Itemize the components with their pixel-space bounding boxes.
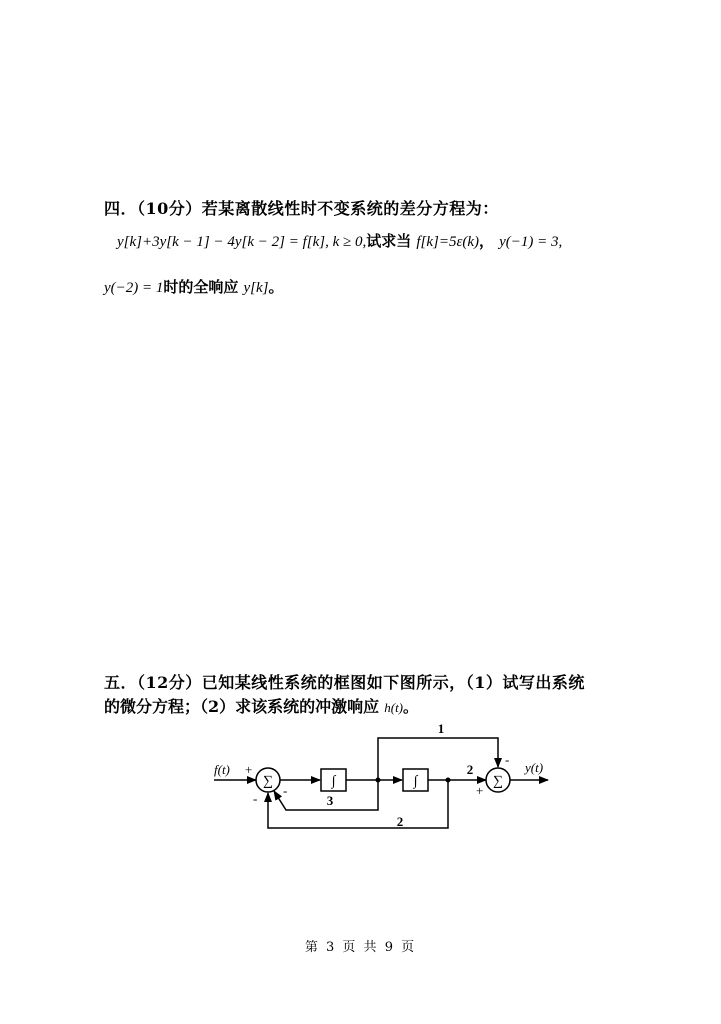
junction-node-1 <box>376 778 381 783</box>
q4-ask-suffix: 时的全响应 <box>163 278 239 296</box>
integrator-1-symbol: ∫ <box>331 774 336 789</box>
q4-target: y[k] <box>243 280 269 296</box>
q5-heading-line1: 五．（12分）已知某线性系统的框图如下图所示，（1）试写出系统 <box>104 673 585 692</box>
feedback-path-2 <box>268 780 448 828</box>
q5-target: h(t) <box>384 700 404 715</box>
q4-period: 。 <box>268 278 284 296</box>
gain-fb2-label: 2 <box>396 814 404 829</box>
sign-minus-fb2: - <box>253 791 258 806</box>
gain-fb1-label: 3 <box>326 793 334 808</box>
gain-top-label: 1 <box>437 721 445 736</box>
summer-2-symbol: ∑ <box>493 774 503 789</box>
q4-input-expression: f[k]=5ε(k) <box>416 234 480 250</box>
q5-period: 。 <box>403 698 419 716</box>
page-footer: 第 3 页 共 9 页 <box>304 940 417 955</box>
gain-mid-label: 2 <box>466 762 474 777</box>
summer-1-symbol: ∑ <box>263 774 273 789</box>
q4-initial-condition-1: y(−1) = 3, <box>499 234 563 250</box>
sign-plus-output: + <box>476 783 484 798</box>
sign-plus-input: + <box>245 762 253 777</box>
integrator-2-symbol: ∫ <box>413 774 418 789</box>
input-label: f(t) <box>214 762 230 777</box>
q5-line2-prefix: 的微分方程；（2）求该系统的冲激响应 <box>104 697 380 716</box>
output-label: y(t) <box>525 760 544 775</box>
junction-node-2 <box>446 778 451 783</box>
sign-minus-fb1: - <box>283 783 288 798</box>
q4-heading: 四．（10分）若某离散线性时不变系统的差分方程为： <box>104 199 499 218</box>
feedforward-path-1 <box>378 738 498 780</box>
q4-difference-equation: y[k]+3y[k − 1] − 4y[k − 2] = f[k], k ≥ 0, <box>117 234 367 250</box>
sign-minus-top: - <box>505 752 510 767</box>
q4-comma: ， <box>479 232 495 250</box>
q4-ask-prefix: 试求当 <box>366 232 412 250</box>
q4-initial-condition-2: y(−2) = 1 <box>104 280 164 296</box>
